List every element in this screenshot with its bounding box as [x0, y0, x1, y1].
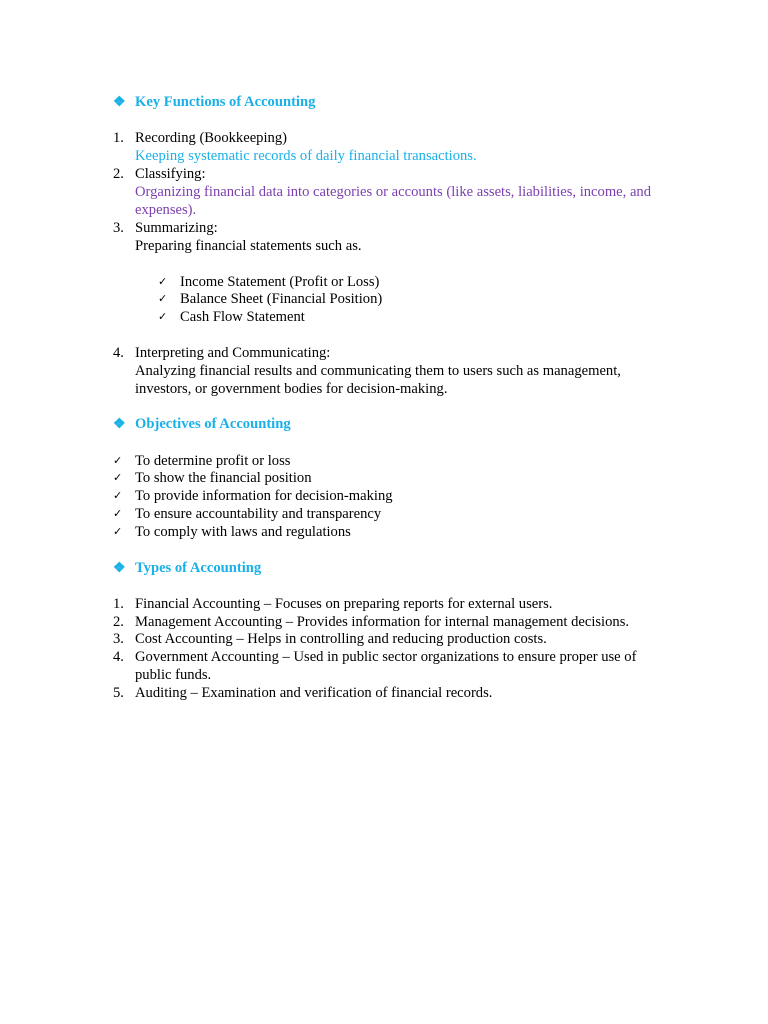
section-heading-key-functions — [113, 93, 315, 112]
type-item: Cost Accounting – Helps in controlling and reducing production costs. — [135, 631, 547, 647]
list-number: 4. — [113, 345, 124, 361]
checkmark-icon: ✓ — [113, 489, 123, 502]
checkmark-icon: ✓ — [113, 454, 123, 467]
list-item-title: Recording (Bookkeeping) — [135, 130, 287, 146]
objective-item: To determine profit or loss — [135, 453, 291, 469]
list-number: 1. — [113, 130, 124, 146]
section-heading-objectives — [113, 415, 291, 434]
type-item: Government Accounting – Used in public sector organizations to ensure proper use of — [135, 649, 637, 665]
list-number: 4. — [113, 649, 124, 665]
list-number: 2. — [113, 614, 124, 630]
objective-item: To comply with laws and regulations — [135, 524, 351, 540]
sub-list-item: Income Statement (Profit or Loss) — [180, 274, 380, 290]
heading-text: Objectives of Accounting — [135, 416, 291, 432]
heading-text: Types of Accounting — [135, 560, 262, 576]
list-number: 3. — [113, 631, 124, 647]
type-item: Management Accounting – Provides information for internal management decisions. — [135, 614, 630, 630]
objective-item: To provide information for decision-making — [135, 488, 393, 504]
type-item: Financial Accounting – Focuses on preparing reports for external users. — [135, 596, 553, 612]
list-item-description: Preparing financial statements such as. — [135, 238, 362, 254]
objective-item: To ensure accountability and transparency — [135, 506, 382, 522]
list-number: 5. — [113, 685, 124, 701]
checkmark-icon: ✓ — [113, 507, 123, 520]
checkmark-icon: ✓ — [158, 292, 168, 305]
heading-text: Key Functions of Accounting — [135, 94, 316, 110]
list-item-description: Keeping systematic records of daily financial transactions. — [135, 148, 477, 164]
checkmark-icon: ✓ — [158, 275, 168, 288]
checkmark-icon: ✓ — [113, 471, 123, 484]
list-item-description: investors, or government bodies for decision-making. — [135, 381, 448, 397]
type-item: Auditing – Examination and verification of financial records. — [135, 685, 493, 701]
type-item-continuation: public funds. — [135, 667, 212, 683]
list-number: 3. — [113, 220, 124, 236]
checkmark-icon: ✓ — [158, 310, 168, 323]
list-item-title: Classifying: — [135, 166, 206, 182]
list-item-description: expenses). — [135, 202, 197, 218]
objective-item: To show the financial position — [135, 470, 312, 486]
section-heading-types — [113, 559, 261, 578]
list-item-description: Organizing financial data into categories or accounts (like assets, liabilities, income, and — [135, 184, 652, 200]
list-number: 2. — [113, 166, 124, 182]
checkmark-icon: ✓ — [113, 525, 123, 538]
list-item-description: Analyzing financial results and communicating them to users such as management, — [135, 363, 621, 379]
sub-list-item: Cash Flow Statement — [180, 309, 305, 325]
diamond-bullet-icon: ❖ — [113, 417, 126, 432]
diamond-bullet-icon: ❖ — [113, 561, 126, 576]
list-number: 1. — [113, 596, 124, 612]
sub-list-item: Balance Sheet (Financial Position) — [180, 291, 383, 307]
diamond-bullet-icon: ❖ — [113, 95, 126, 110]
list-item-title: Interpreting and Communicating: — [135, 345, 331, 361]
list-item-title: Summarizing: — [135, 220, 218, 236]
